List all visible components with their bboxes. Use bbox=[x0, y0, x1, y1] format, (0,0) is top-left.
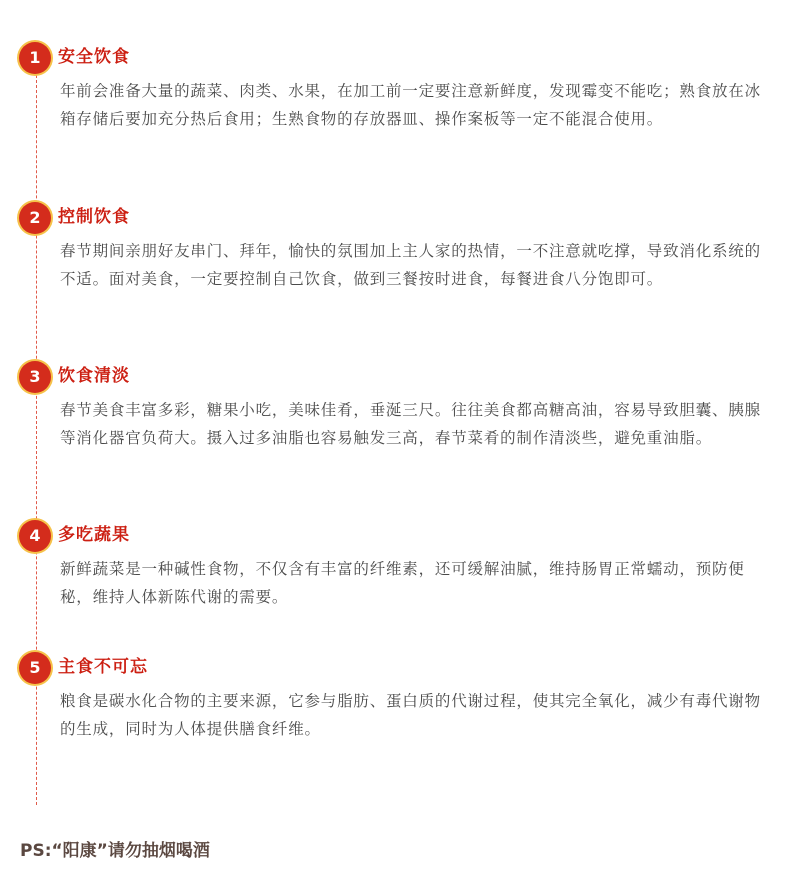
section-body: 春节美食丰富多彩，糖果小吃，美味佳肴，垂涎三尺。往往美食都高糖高油，容易导致胆囊、胰腺等消化器官负荷大。摄入过多油脂也容易触发三高，春节菜肴的制作清淡些，避免重油脂。 bbox=[60, 401, 761, 447]
step-badge: 3 bbox=[19, 361, 51, 393]
section-heading: 多吃蔬果 bbox=[58, 525, 130, 545]
section-body: 春节期间亲朋好友串门、拜年，愉快的氛围加上主人家的热情，一不注意就吃撑，导致消化系统的不适。面对美食，一定要控制自己饮食，做到三餐按时进食，每餐进食八分饱即可。 bbox=[60, 242, 761, 288]
section-body: 年前会准备大量的蔬菜、肉类、水果，在加工前一定要注意新鲜度，发现霉变不能吃；熟食放在冰箱存储后要加充分热后食用；生熟食物的存放器皿、操作案板等一定不能混合使用。 bbox=[60, 82, 761, 128]
step-badge: 2 bbox=[19, 202, 51, 234]
section-body: 粮食是碳水化合物的主要来源，它参与脂肪、蛋白质的代谢过程，使其完全氧化，减少有毒代谢物的生成，同时为人体提供膳食纤维。 bbox=[60, 692, 761, 738]
ps-note: PS:“阳康”请勿抽烟喝酒 bbox=[20, 841, 210, 861]
timeline-dashed-line bbox=[36, 70, 37, 805]
step-badge: 5 bbox=[19, 652, 51, 684]
section-body: 新鲜蔬菜是一种碱性食物，不仅含有丰富的纤维素，还可缓解油腻，维持肠胃正常蠕动，预防便秘，维持人体新陈代谢的需要。 bbox=[60, 560, 745, 606]
section-heading: 控制饮食 bbox=[58, 207, 130, 227]
step-badge: 1 bbox=[19, 42, 51, 74]
section-heading: 饮食清淡 bbox=[58, 366, 130, 386]
step-badge: 4 bbox=[19, 520, 51, 552]
section-heading: 主食不可忘 bbox=[58, 657, 148, 677]
section-heading: 安全饮食 bbox=[58, 47, 130, 67]
